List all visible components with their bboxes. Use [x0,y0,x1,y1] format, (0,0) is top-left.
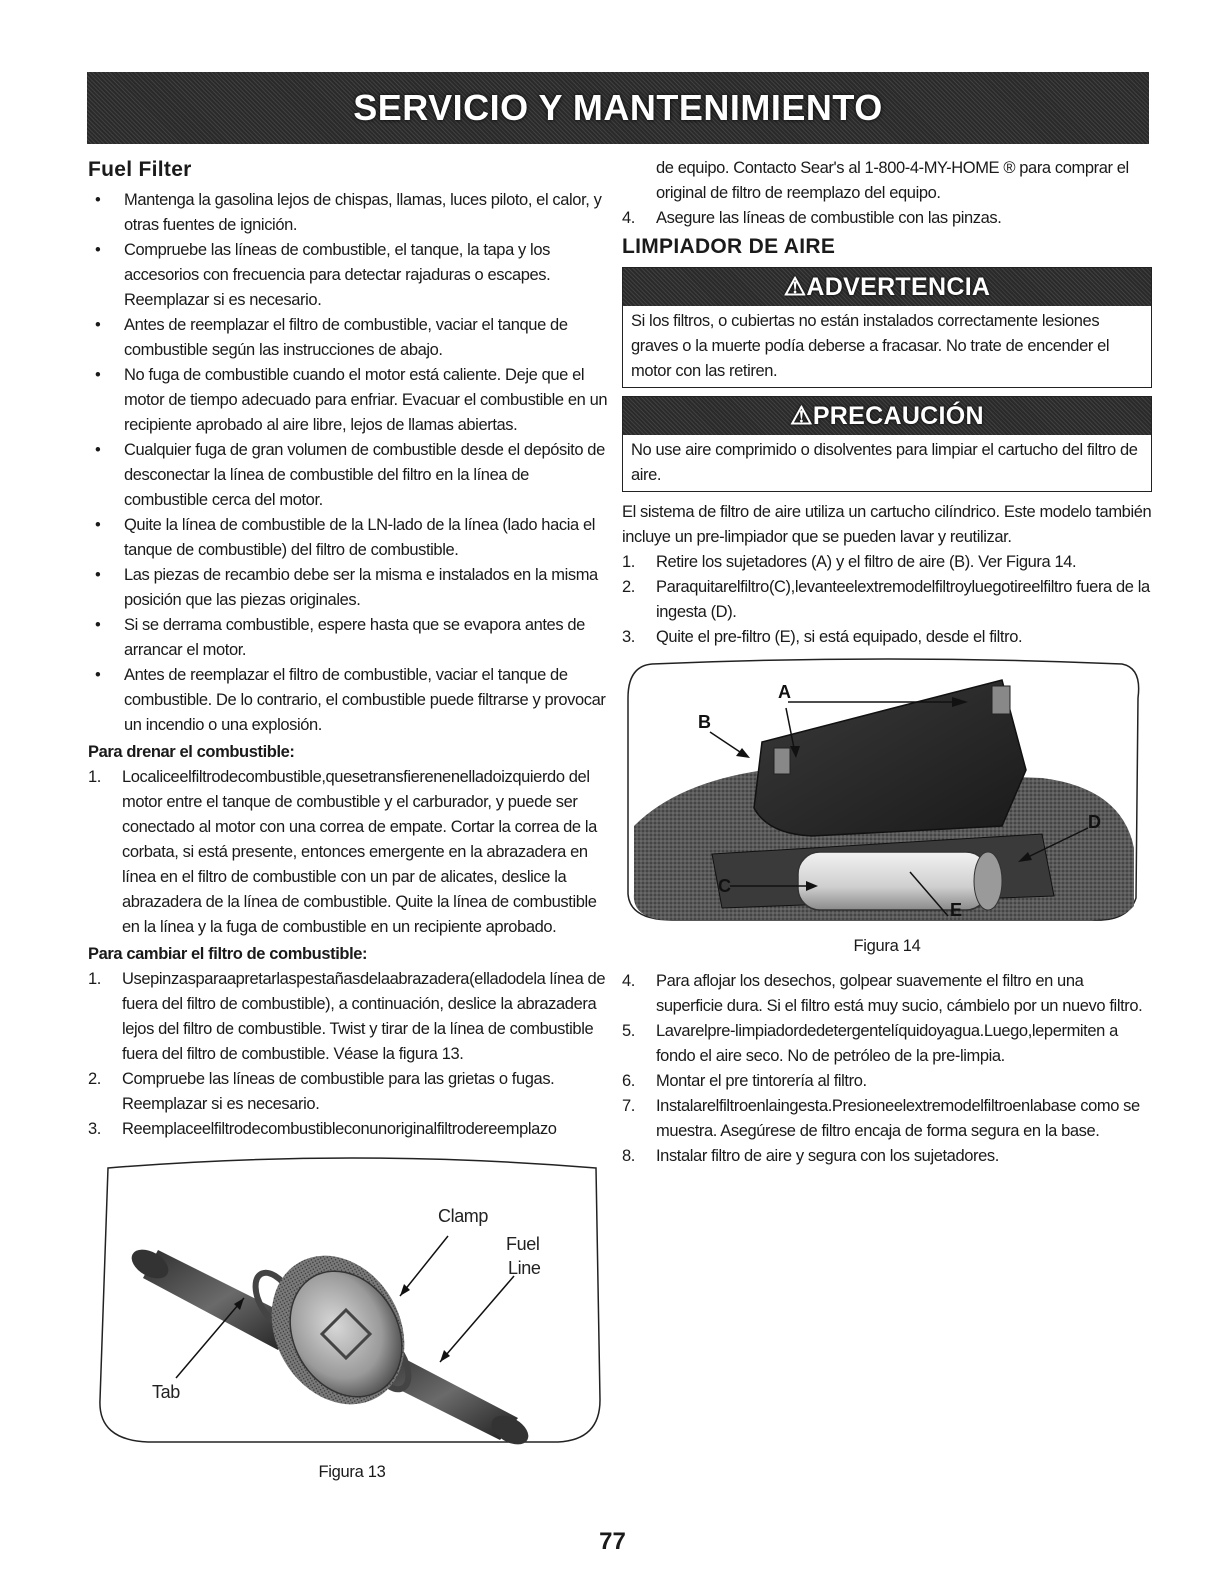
list-item: • Quite la línea de combustible de la LN-lado de la línea (lado hacia el tanque de combustible) del filtro de combustible. [88,513,616,563]
list-item: • Si se derrama combustible, espere hasta que se evapora antes de arrancar el motor. [88,613,616,663]
label-d: D [1088,812,1101,832]
drain-fuel-steps [88,765,616,940]
step-text: Instalar filtro de aire y segura con los sujetadores. [656,1147,999,1165]
air-filter-cover [754,680,1026,836]
figure-13 [88,1150,616,1485]
step-text: Usepinzasparaapretarlaspestañasdelaabrazadera(elladodela línea de fuera del filtro de combustible), a continuación, deslice la abrazadera lejos del filtro de combustible. Twist y tirar de la línea de combustible fuera del filtro de combustible. Véase la figura 13. [122,970,606,1063]
list-item: • Cualquier fuga de gran volumen de combustible desde el depósito de desconectar la línea de combustible del filtro en la línea de combustible cerca del motor. [88,438,616,513]
step-number: 2. [622,578,635,596]
list-item [622,206,1152,231]
label-a: A [778,682,791,702]
drain-fuel-heading: Para drenar el combustible: [88,743,295,761]
figure-14-caption: Figura 14 [853,937,921,955]
step-number: 2. [88,1070,101,1088]
warning-box [622,267,1152,388]
step-text: Lavarelpre-limpiadordedetergentelíquidoyagua.Luego,lepermiten a fondo el aire seco. No de petróleo de la pre-limpia. [656,1022,1118,1065]
list-item: • Compruebe las líneas de combustible, el tanque, la tapa y los accesorios con frecuencia para detectar rajaduras o escapes. Reemplazar si es necesario. [88,238,616,313]
page-number: 77 [599,1528,626,1555]
list-item [622,625,1152,650]
step-number: 4. [622,972,635,990]
step-text: Retire los sujetadores (A) y el filtro de aire (B). Ver Figura 14. [656,553,1077,571]
warning-header [623,268,1151,306]
fuel-filter-bullets [88,188,616,738]
step-text: Paraquitarelfiltro(C),levanteelextremodelfiltroyluegotireelfiltro fuera de la ingesta (D). [656,578,1150,621]
step-number: 6. [622,1072,635,1090]
caution-title: PRECAUCIÓN [812,401,984,430]
list-item [88,1067,616,1117]
warning-title: ADVERTENCIA [806,272,991,301]
step-text: Localiceelfiltrodecombustible,quesetransfierenenelladoizquierdo del motor entre el tanque de combustible y el carburador, y puede ser conectado al motor con una correa de empate. Cortar la correa de la corbata, si está presente, entonces emergente en la abrazadera en línea en el filtro de combustible con un par de alicates, deslice la abrazadera de la línea de combustible. Quite la línea de combustible en la línea y la fuga de combustible en un recipiente aprobado. [122,768,597,936]
label-fuel: Fuel [506,1234,540,1254]
step-text: Quite el pre-filtro (E), si está equipado, desde el filtro. [656,628,1023,646]
list-item [622,1144,1152,1169]
fuel-filter-illustration [88,1150,616,1450]
step-text: Para aflojar los desechos, golpear suavemente el filtro en una superficie dura. Si el filtro está muy sucio, cámbielo por un nuevo filtro. [656,972,1143,1015]
list-item [88,765,616,940]
left-column [88,156,616,1485]
list-item: • Mantenga la gasolina lejos de chispas, llamas, luces piloto, el calor, y otras fuentes de ignición. [88,188,616,238]
step-text: Reemplaceelfiltrodecombustibleconunoriginalfiltrodereemplazo [122,1120,557,1138]
label-b: B [698,712,711,732]
list-item [622,969,1152,1019]
list-item [622,550,1152,575]
step-number: 4. [622,209,635,227]
step-number: 1. [88,970,101,988]
caution-text: No use aire comprimido o disolventes para limpiar el cartucho del filtro de aire. [631,441,1138,484]
continued-text: de equipo. Contacto Sear's al 1-800-4-MY-HOME ® para comprar el original de filtro de reemplazo del equipo. [656,159,1129,202]
step-number: 3. [622,628,635,646]
caution-header [623,397,1151,435]
step-number: 7. [622,1097,635,1115]
section-banner [87,72,1149,144]
right-column [622,156,1152,1169]
change-filter-steps [88,967,616,1142]
label-e: E [950,900,962,920]
step-number: 1. [88,768,101,786]
air-filter-illustration [622,658,1152,926]
warning-text: Si los filtros, o cubiertas no están instalados correctamente lesiones graves o la muerte podía deberse a fracasar. No trate de encender el motor con las retiren. [631,312,1110,380]
fuel-filter-heading: Fuel Filter [88,158,192,181]
step-number: 8. [622,1147,635,1165]
fuel-line-left [127,1244,298,1350]
label-tab: Tab [152,1382,180,1402]
list-item [88,967,616,1067]
label-line: Line [508,1258,541,1278]
list-item [622,1094,1152,1144]
caution-icon: ⚠ [790,401,813,430]
list-item [622,575,1152,625]
air-cleaner-steps-b [622,969,1152,1169]
step-number: 3. [88,1120,101,1138]
list-item: • Antes de reemplazar el filtro de combustible, vaciar el tanque de combustible. De lo contrario, el combustible puede filtrarse y provocar un incendio o una explosión. [88,663,616,738]
list-item: • No fuga de combustible cuando el motor está caliente. Deje que el motor de tiempo adecuado para enfriar. Evacuar el combustible en un recipiente aprobado al aire libre, lejos de llamas abiertas. [88,363,616,438]
step-text: Compruebe las líneas de combustible para las grietas o fugas. Reemplazar si es necesario. [122,1070,555,1113]
list-item [622,1069,1152,1094]
caution-box [622,396,1152,492]
list-item [622,1019,1152,1069]
step-number: 5. [622,1022,635,1040]
section-title: SERVICIO Y MANTENIMIENTO [353,87,883,128]
step-text: Instalarelfiltroenlaingesta.Presioneelextremodelfiltroenlabase como se muestra. Asegúrese de filtro encaja de forma segura en la base. [656,1097,1140,1140]
label-clamp: Clamp [438,1206,489,1226]
fastener-b [774,748,790,774]
list-item [88,1117,616,1142]
figure-13-caption: Figura 13 [318,1463,386,1481]
figure-14 [622,658,1152,959]
air-cleaner-intro: El sistema de filtro de aire utiliza un cartucho cilíndrico. Este modelo también incluye un pre-limpiador que se pueden lavar y reutilizar. [622,503,1152,546]
list-item: • Las piezas de recambio debe ser la misma e instalados en la misma posición que las piezas originales. [88,563,616,613]
step-text: Asegure las líneas de combustible con las pinzas. [656,209,1002,227]
label-c: C [718,876,731,896]
air-cleaner-heading: LIMPIADOR DE AIRE [622,235,836,258]
fastener-a [992,686,1010,714]
warning-icon: ⚠ [783,272,807,301]
fuel-filter-step-4 [622,206,1152,231]
list-item: • Antes de reemplazar el filtro de combustible, vaciar el tanque de combustible según las instrucciones de abajo. [88,313,616,363]
step-number: 1. [622,553,635,571]
step-text: Montar el pre tintorería al filtro. [656,1072,867,1090]
change-filter-heading: Para cambiar el filtro de combustible: [88,945,368,963]
air-cleaner-steps-a [622,550,1152,650]
